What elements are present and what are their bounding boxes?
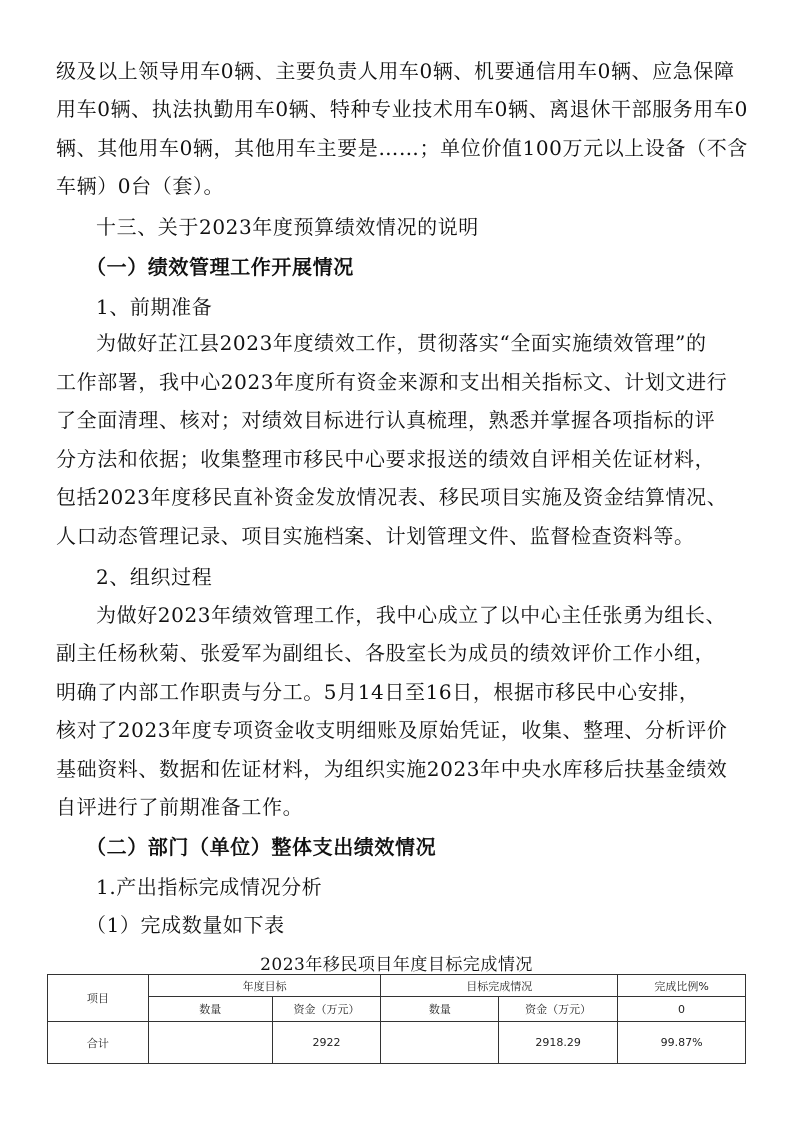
target-completion-table bbox=[47, 974, 746, 1064]
paragraph-line: 工作部署，我中心2023年度所有资金来源和支出相关指标文、计划文进行 bbox=[56, 370, 728, 394]
paragraph-line: 用车0辆、执法执勤用车0辆、特种专业技术用车0辆、离退休干部服务用车0 bbox=[56, 97, 748, 121]
total-done-quantity bbox=[381, 1022, 499, 1064]
table-subheader-row bbox=[48, 997, 746, 1022]
table-row bbox=[48, 1022, 746, 1064]
paragraph-line: 级及以上领导用车0辆、主要负责人用车0辆、机要通信用车0辆、应急保障 bbox=[56, 59, 735, 83]
subheader-quantity: 数量 bbox=[381, 997, 499, 1022]
item-heading: （1）完成数量如下表 bbox=[86, 913, 285, 937]
total-target-quantity bbox=[148, 1022, 272, 1064]
paragraph-line: 为做好芷江县2023年度绩效工作，贯彻落实“全面实施绩效管理”的 bbox=[96, 331, 707, 355]
paragraph-line: 包括2023年度移民直补资金发放情况表、移民项目实施及资金结算情况、 bbox=[56, 485, 728, 509]
subsection-heading: （一）绩效管理工作开展情况 bbox=[86, 255, 354, 279]
total-target-fund: 2922 bbox=[272, 1022, 381, 1064]
section-heading: 十三、关于2023年度预算绩效情况的说明 bbox=[96, 215, 479, 239]
item-heading: 1、前期准备 bbox=[96, 295, 213, 319]
paragraph-line: 人口动态管理记录、项目实施档案、计划管理文件、监督检查资料等。 bbox=[56, 524, 695, 548]
header-item: 项目 bbox=[48, 975, 149, 1022]
total-done-fund: 2918.29 bbox=[499, 1022, 618, 1064]
paragraph-line: 辆、其他用车0辆，其他用车主要是……；单位价值100万元以上设备（不含 bbox=[56, 136, 748, 160]
paragraph-line: 明确了内部工作职责与分工。5月14日至16日，根据市移民中心安排， bbox=[56, 680, 700, 704]
paragraph-line: 分方法和依据；收集整理市移民中心要求报送的绩效自评相关佐证材料， bbox=[56, 447, 716, 471]
total-ratio: 99.87% bbox=[618, 1022, 746, 1064]
paragraph-line: 基础资料、数据和佐证材料，为组织实施2023年中央水库移后扶基金绩效 bbox=[56, 757, 728, 781]
paragraph-line: 为做好2023年绩效管理工作，我中心成立了以中心主任张勇为组长、 bbox=[96, 603, 727, 627]
header-target-completion: 目标完成情况 bbox=[381, 975, 618, 997]
table-header-row bbox=[48, 975, 746, 997]
header-completion-ratio: 完成比例% bbox=[618, 975, 746, 997]
paragraph-line: 了全面清理、核对；对绩效目标进行认真梳理，熟悉并掌握各项指标的评 bbox=[56, 408, 716, 432]
item-heading: 2、组织过程 bbox=[96, 565, 213, 589]
table-caption: 2023年移民项目年度目标完成情况 bbox=[260, 955, 533, 975]
paragraph-line: 核对了2023年度专项资金收支明细账及原始凭证，收集、整理、分析评价 bbox=[56, 718, 728, 742]
header-annual-target: 年度目标 bbox=[148, 975, 381, 997]
subsection-heading: （二）部门（单位）整体支出绩效情况 bbox=[86, 835, 437, 859]
paragraph-line: 副主任杨秋菊、张爱军为副组长、各股室长为成员的绩效评价工作小组， bbox=[56, 641, 716, 665]
total-label: 合计 bbox=[48, 1022, 149, 1064]
paragraph-line: 自评进行了前期准备工作。 bbox=[56, 795, 304, 819]
subheader-fund: 资金（万元） bbox=[272, 997, 381, 1022]
paragraph-line: 车辆）0台（套）。 bbox=[56, 174, 225, 198]
subheader-quantity: 数量 bbox=[148, 997, 272, 1022]
subheader-ratio: 0 bbox=[618, 997, 746, 1022]
subheader-fund: 资金（万元） bbox=[499, 997, 618, 1022]
item-heading: 1.产出指标完成情况分析 bbox=[96, 875, 323, 899]
